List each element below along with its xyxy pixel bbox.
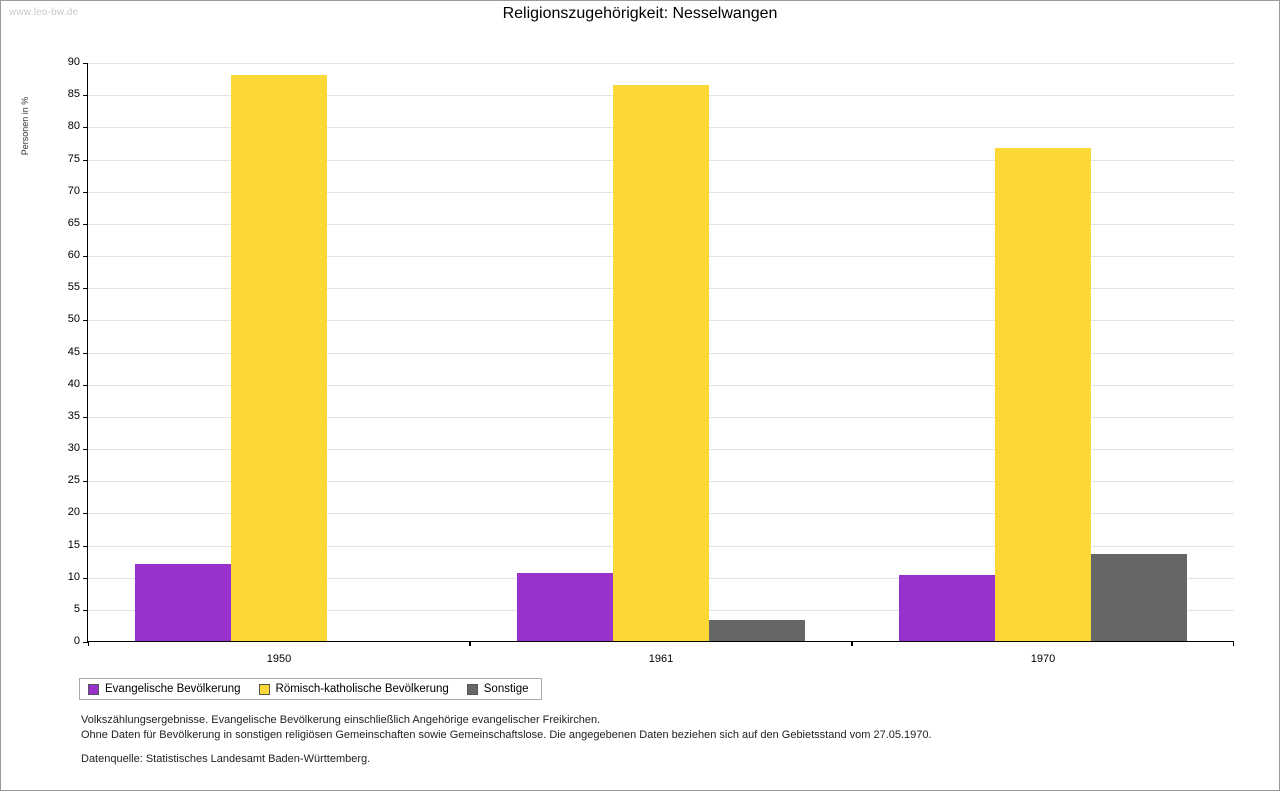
y-tick-mark [83, 288, 88, 289]
bar [135, 564, 231, 641]
data-source: Datenquelle: Statistisches Landesamt Baden-Württemberg. [81, 753, 371, 765]
legend-swatch-icon [259, 684, 270, 695]
y-tick-label: 5 [73, 602, 80, 615]
plot-area [67, 56, 1233, 665]
bar [1091, 554, 1187, 641]
y-tick-label: 35 [67, 409, 80, 422]
y-tick-mark [83, 320, 88, 321]
y-tick-mark [83, 95, 88, 96]
y-tick-mark [83, 610, 88, 611]
y-tick-mark [83, 481, 88, 482]
footnotes [81, 713, 932, 743]
y-tick-label: 15 [67, 538, 80, 551]
y-tick-mark [83, 385, 88, 386]
watermark: www.leo-bw.de [9, 7, 79, 18]
bar [899, 575, 995, 641]
x-tick-mark [470, 641, 471, 646]
y-tick-label: 40 [67, 377, 80, 390]
y-tick-mark [83, 224, 88, 225]
legend-label: Römisch-katholische Bevölkerung [275, 683, 449, 695]
bar [709, 620, 805, 641]
legend-swatch-icon [88, 684, 99, 695]
y-tick-mark [83, 256, 88, 257]
footnote-line-2: Ohne Daten für Bevölkerung in sonstigen religiösen Gemeinschaften sowie Gemeinschaftslose. Die angegebenen Daten beziehen sich auf den Gebietsstand vom 27.05.1970. [81, 729, 932, 741]
y-tick-mark [83, 63, 88, 64]
y-tick-label: 25 [67, 474, 80, 487]
y-tick-label: 75 [67, 152, 80, 165]
gridline [88, 63, 1234, 64]
x-tick-mark [852, 641, 853, 646]
y-tick-label: 60 [67, 249, 80, 261]
bar [995, 148, 1091, 641]
y-tick-mark [83, 546, 88, 547]
y-tick-mark [83, 353, 88, 354]
legend-label: Sonstige [483, 683, 529, 695]
bar [231, 75, 327, 641]
y-tick-mark [83, 578, 88, 579]
legend-item [259, 683, 449, 695]
y-tick-label: 80 [67, 120, 80, 133]
y-axis-label: Personen in % [20, 96, 30, 156]
y-tick-mark [83, 127, 88, 128]
bar [517, 573, 613, 641]
x-tick-label: 1961 [648, 653, 674, 665]
bar [613, 85, 709, 641]
y-tick-mark [83, 449, 88, 450]
y-tick-label: 45 [67, 345, 80, 358]
y-tick-mark [83, 160, 88, 161]
legend-label: Evangelische Bevölkerung [105, 683, 241, 695]
y-tick-label: 50 [67, 313, 80, 326]
y-tick-label: 90 [67, 56, 80, 68]
chart-title: Religionszugehörigkeit: Nesselwangen [502, 5, 778, 22]
legend-swatch-icon [467, 684, 478, 695]
x-tick-mark [1233, 641, 1234, 646]
legend-item [88, 683, 241, 695]
chart-legend [79, 678, 542, 700]
y-tick-label: 10 [67, 570, 80, 583]
y-tick-label: 0 [73, 635, 80, 647]
footnote-line-1: Volkszählungsergebnisse. Evangelische Bevölkerung einschließlich Angehörige evangelischer Freikirchen. [81, 714, 601, 726]
x-tick-label: 1970 [1030, 653, 1056, 665]
y-tick-label: 20 [67, 506, 80, 519]
y-tick-label: 85 [67, 88, 80, 101]
y-tick-mark [83, 417, 88, 418]
x-tick-label: 1950 [266, 653, 292, 665]
y-tick-label: 55 [67, 281, 80, 294]
legend-item [467, 683, 529, 695]
y-tick-mark [83, 192, 88, 193]
y-tick-mark [83, 513, 88, 514]
y-tick-label: 30 [67, 442, 80, 454]
x-tick-mark [88, 641, 89, 646]
y-tick-label: 70 [67, 184, 80, 197]
y-tick-label: 65 [67, 216, 80, 229]
